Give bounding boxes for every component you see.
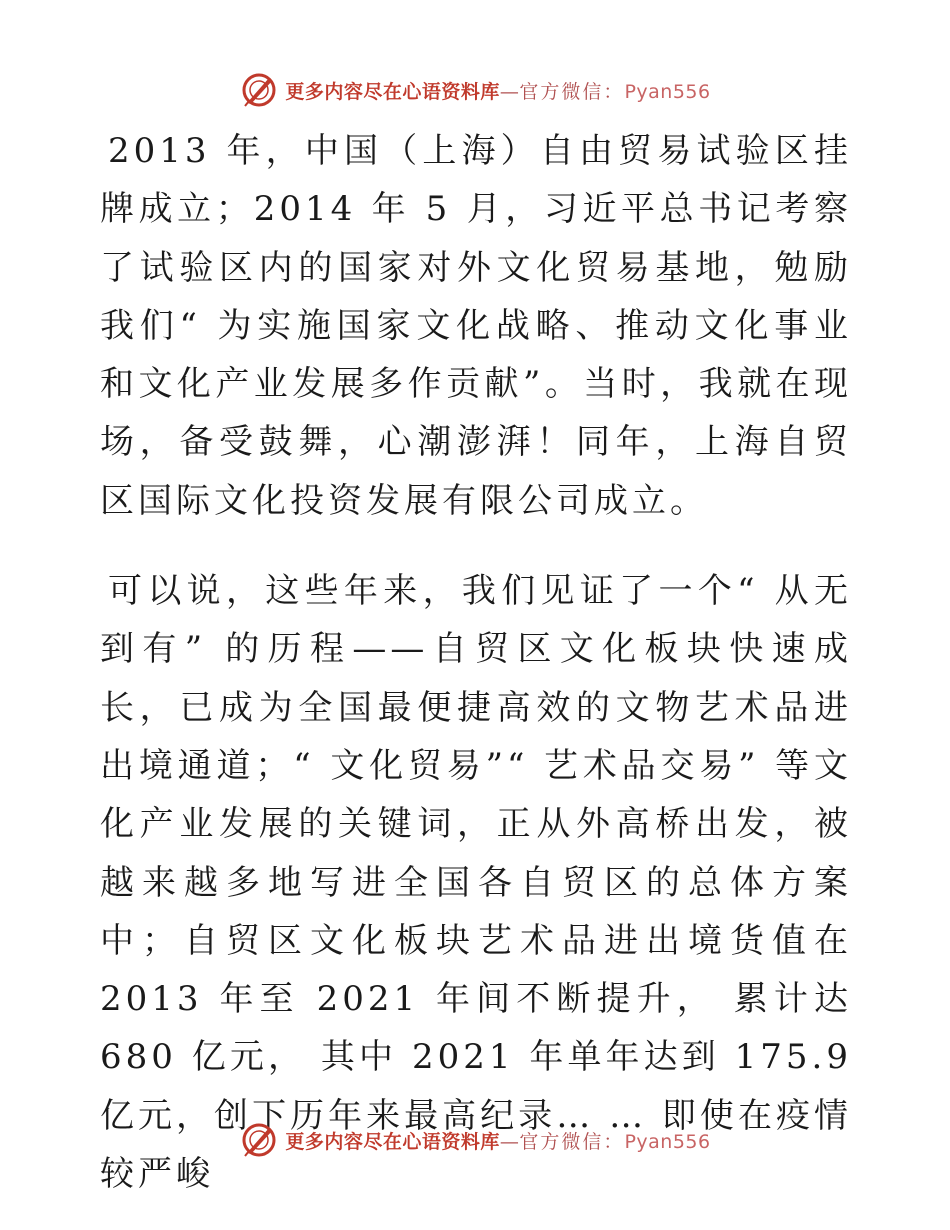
banner-text: [285, 77, 710, 104]
banner-official-label: 官方微信：: [519, 1130, 625, 1153]
banner-separator: —: [499, 80, 520, 103]
quill-pen-seal-icon: [239, 1120, 279, 1160]
quill-pen-seal-icon: [239, 70, 279, 110]
banner-wechat-id: Pyan556: [624, 1130, 711, 1153]
banner-separator: —: [499, 1130, 520, 1153]
footer-watermark-banner: [0, 1118, 950, 1162]
banner-official-label: 官方微信：: [519, 80, 625, 103]
banner-brand: 更多内容尽在心语资料库: [285, 80, 500, 103]
paragraph-1: 2013 年，中国（上海）自由贸易试验区挂牌成立；2014 年 5 月，习近平总书记考察了试验区内的国家对外文化贸易基地，勉励我们“ 为实施国家文化战略、推动文化事业和文化产业发展多作贡献”。当时，我就在现场，备受鼓舞，心潮澎湃！同年，上海自贸区国际文化投资发展有限公司成立。: [100, 131, 852, 521]
banner-wechat-id: Pyan556: [624, 80, 711, 103]
banner-brand: 更多内容尽在心语资料库: [285, 1130, 500, 1153]
document-body: [100, 122, 852, 1203]
paragraph-2: 可以说，这些年来，我们见证了一个“ 从无到有” 的历程——自贸区文化板块快速成长，已成为全国最便捷高效的文物艺术品进出境通道；“ 文化贸易”“ 艺术品交易” 等文化产业发展的关键词，正从外高桥出发，被越来越多地写进全国各自贸区的总体方案中；自贸区文化板块艺术品进出境货值在 2013 年至 2021 年间不断提升， 累计达 680 亿元， 其中 2021 年单年达到 175.9 亿元，创下历年来最高纪录… … 即使在疫情较严峻: [100, 571, 852, 1195]
header-watermark-banner: [0, 68, 950, 112]
banner-text: [285, 1127, 710, 1154]
